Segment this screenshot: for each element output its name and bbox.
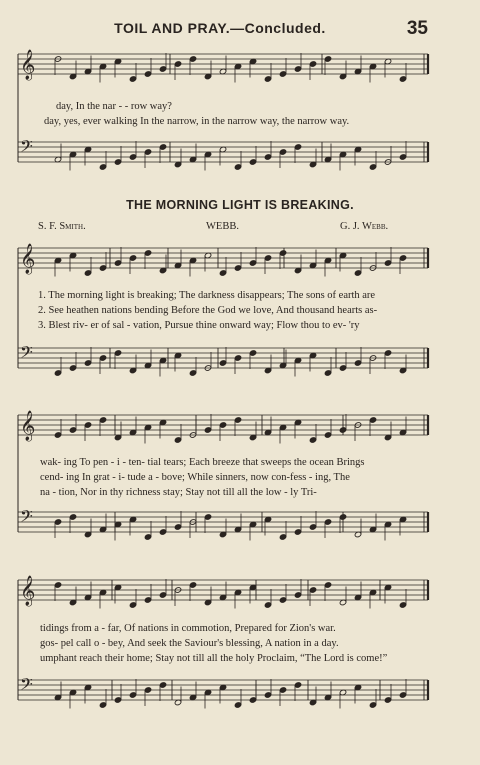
- note-head: [279, 597, 286, 603]
- note-head: [384, 697, 391, 703]
- note-head: [354, 270, 361, 276]
- note-head: [309, 587, 316, 593]
- note-head: [159, 66, 166, 72]
- note-head: [264, 602, 271, 608]
- note-head: [219, 360, 226, 366]
- page-number: 35: [406, 18, 428, 39]
- lyric-line-top-2: day, yes, ever walking In the narrow, in the narrow way, the narrow way.: [44, 116, 350, 127]
- note-head: [249, 350, 256, 356]
- note-head: [279, 149, 286, 155]
- note-head: [399, 76, 406, 82]
- note-head: [324, 56, 331, 62]
- note-head: [234, 702, 241, 708]
- note-head: [294, 592, 301, 598]
- bass-clef-icon: 𝄢: [20, 342, 33, 366]
- note-head: [399, 692, 406, 698]
- note-head: [234, 164, 241, 170]
- note-head: [144, 597, 151, 603]
- note-head: [339, 365, 346, 371]
- note-head: [174, 524, 181, 530]
- note-head: [339, 427, 346, 433]
- treble-clef-icon: 𝄞: [20, 576, 36, 606]
- note-head: [129, 255, 136, 261]
- note-head: [279, 250, 286, 256]
- lyric-verse-3-line-1: 3. Blest riv- er of sal - vation, Pursue thine onward way; Flow thou to ev- 'ry: [38, 320, 360, 331]
- note-head: [54, 582, 61, 588]
- note-head: [54, 519, 61, 525]
- note-head: [249, 260, 256, 266]
- note-head: [204, 427, 211, 433]
- note-head: [174, 61, 181, 67]
- tune-name: WEBB.: [206, 221, 239, 232]
- lyric-verse-2-line-3: gos- pel call o - bey, And seek the Saviour's blessing, A nation in a day.: [40, 638, 339, 649]
- note-head: [114, 697, 121, 703]
- note-head: [264, 692, 271, 698]
- note-head: [294, 682, 301, 688]
- note-head: [54, 432, 61, 438]
- note-head: [324, 582, 331, 588]
- note-head: [309, 437, 316, 443]
- note-head: [399, 154, 406, 160]
- note-head: [69, 514, 76, 520]
- bass-clef-icon: 𝄢: [20, 136, 33, 160]
- note-head: [144, 250, 151, 256]
- treble-clef-icon: 𝄞: [20, 50, 36, 80]
- note-head: [234, 417, 241, 423]
- note-head: [339, 514, 346, 520]
- note-head: [114, 159, 121, 165]
- note-head: [189, 582, 196, 588]
- note-head: [384, 350, 391, 356]
- lyric-verse-1-line-1: 1. The morning light is breaking; The darkness disappears; The sons of earth are: [38, 290, 376, 301]
- note-head: [99, 702, 106, 708]
- note-head: [294, 144, 301, 150]
- note-head: [144, 687, 151, 693]
- note-head: [219, 270, 226, 276]
- bass-clef-icon: 𝄢: [20, 674, 33, 698]
- note-head: [144, 149, 151, 155]
- note-head: [69, 427, 76, 433]
- note-head: [84, 422, 91, 428]
- note-head: [324, 432, 331, 438]
- note-head: [369, 702, 376, 708]
- note-head: [99, 417, 106, 423]
- note-head: [264, 255, 271, 261]
- note-head: [114, 260, 121, 266]
- note-head: [249, 159, 256, 165]
- note-head: [324, 519, 331, 525]
- lyricist-credit: S. F. Smith.: [38, 221, 86, 232]
- note-head: [294, 529, 301, 535]
- bass-clef-icon: 𝄢: [20, 506, 33, 530]
- note-head: [99, 265, 106, 271]
- note-head: [294, 66, 301, 72]
- lyric-line-top-1: day, In the nar - - row way?: [56, 101, 172, 112]
- note-head: [249, 697, 256, 703]
- note-head: [144, 534, 151, 540]
- lyric-verse-3-line-3: umphant reach their home; Stay not till all the holy Proclaim, “The Lord is come!”: [40, 653, 388, 664]
- lyric-verse-2-line-1: 2. See heathen nations bending Before the God we love, And thousand hearts as-: [38, 305, 378, 316]
- note-head: [129, 76, 136, 82]
- note-head: [264, 154, 271, 160]
- treble-clef-icon: 𝄞: [20, 244, 36, 274]
- note-head: [159, 144, 166, 150]
- note-head: [354, 360, 361, 366]
- note-head: [144, 71, 151, 77]
- composer-credit: G. J. Webb.: [340, 221, 389, 232]
- note-head: [369, 164, 376, 170]
- note-head: [159, 592, 166, 598]
- note-head: [129, 154, 136, 160]
- lyric-verse-1-line-2: wak- ing To pen - i - ten- tial tears; Each breeze that sweeps the ocean Brings: [40, 457, 365, 468]
- note-head: [324, 370, 331, 376]
- note-head: [114, 350, 121, 356]
- note-head: [399, 602, 406, 608]
- note-head: [279, 71, 286, 77]
- note-head: [309, 61, 316, 67]
- note-head: [219, 422, 226, 428]
- lyric-verse-1-line-3: tidings from a - far, Of nations in commotion, Prepared for Zion's war.: [40, 623, 336, 634]
- note-head: [264, 76, 271, 82]
- lyric-verse-3-line-2: na - tion, Nor in thy richness stay; Stay not till all the low - ly Tri-: [40, 487, 317, 498]
- note-head: [369, 417, 376, 423]
- note-head: [309, 524, 316, 530]
- note-head: [99, 355, 106, 361]
- note-head: [189, 56, 196, 62]
- note-head: [84, 270, 91, 276]
- note-head: [189, 370, 196, 376]
- page-header-title: TOIL AND PRAY.—Concluded.: [114, 20, 326, 36]
- note-head: [99, 164, 106, 170]
- note-head: [159, 529, 166, 535]
- note-head: [234, 265, 241, 271]
- note-head: [279, 687, 286, 693]
- note-head: [279, 534, 286, 540]
- lyric-verse-2-line-2: cend- ing In grat - i- tude a - bove; While sinners, now con-fess - ing, The: [40, 472, 350, 483]
- note-head: [399, 255, 406, 261]
- note-head: [204, 514, 211, 520]
- note-head: [129, 692, 136, 698]
- note-head: [69, 365, 76, 371]
- note-head: [174, 437, 181, 443]
- note-head: [234, 355, 241, 361]
- treble-clef-icon: 𝄞: [20, 411, 36, 441]
- hymn-title: THE MORNING LIGHT IS BREAKING.: [126, 198, 354, 212]
- note-head: [384, 260, 391, 266]
- note-head: [84, 360, 91, 366]
- note-head: [159, 682, 166, 688]
- note-head: [129, 602, 136, 608]
- note-head: [54, 370, 61, 376]
